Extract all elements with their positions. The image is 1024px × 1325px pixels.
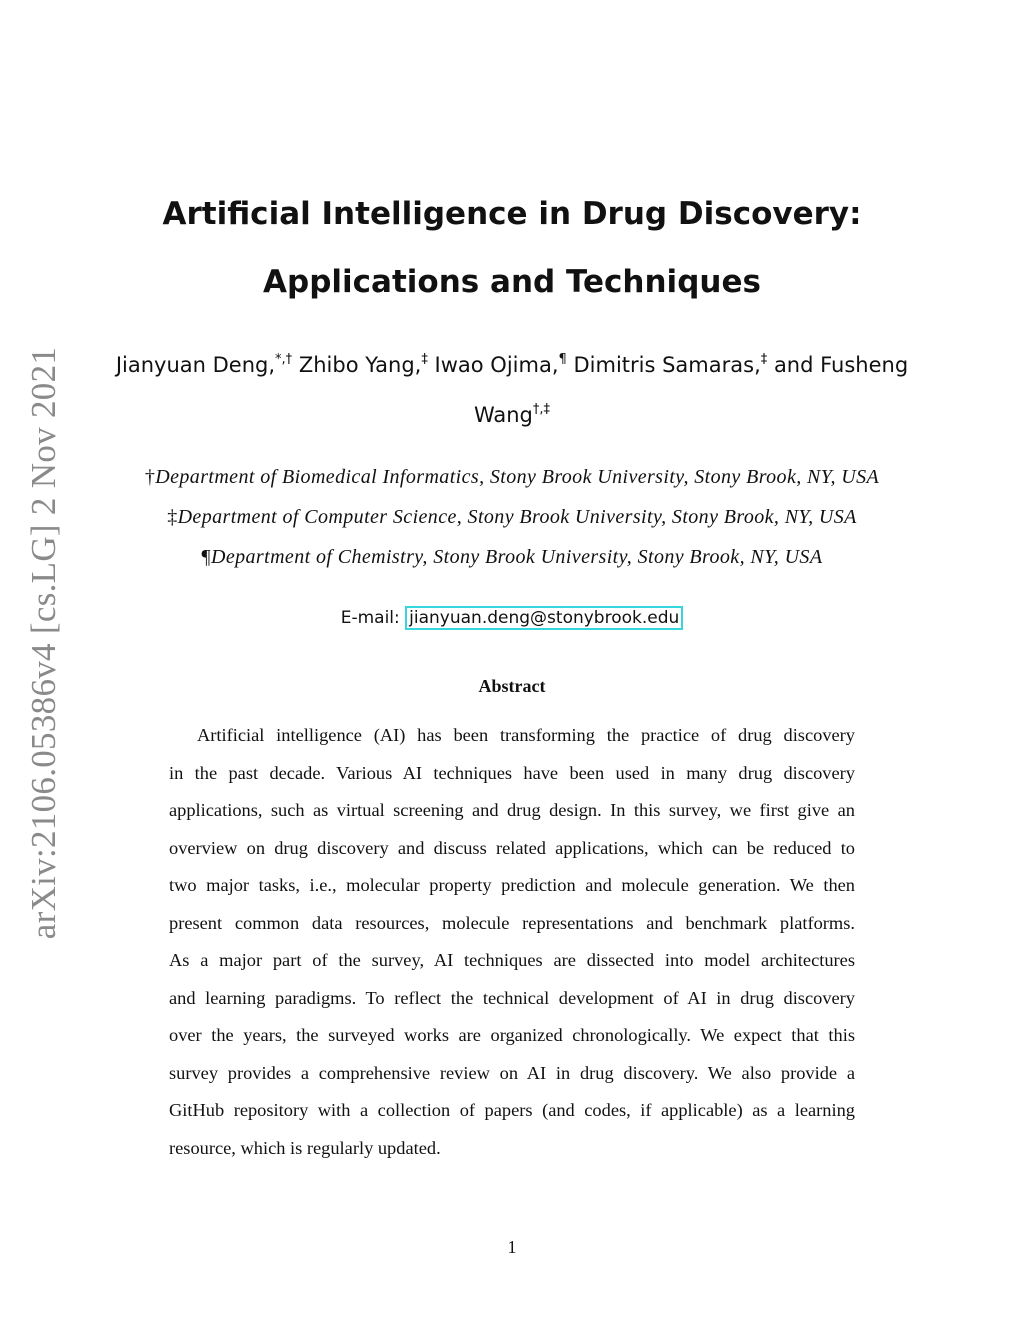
author-name: Dimitris Samaras, bbox=[573, 353, 761, 377]
author-affiliation-marks: ¶ bbox=[558, 352, 567, 367]
abstract-line: survey provides a comprehensive review on AI in drug discovery. We also provide a bbox=[169, 1062, 855, 1083]
affiliation-mark: ‡ bbox=[167, 506, 178, 528]
author-list-line-1 bbox=[0, 353, 1024, 377]
affiliation-text: Department of Chemistry, Stony Brook University, Stony Brook, NY, USA bbox=[211, 546, 823, 568]
contact-email bbox=[0, 606, 1024, 630]
abstract-body bbox=[169, 717, 855, 1167]
author-name: Iwao Ojima, bbox=[434, 353, 559, 377]
abstract-line: GitHub repository with a collection of papers (and codes, if applicable) as a learning bbox=[169, 1100, 855, 1120]
paper-title-line-1: Artificial Intelligence in Drug Discovery: bbox=[162, 196, 862, 232]
abstract-line: in the past decade. Various AI techniques have been used in many drug discovery bbox=[169, 762, 855, 783]
abstract-line: and learning paradigms. To reflect the technical development of AI in drug discovery bbox=[169, 987, 855, 1008]
abstract-line: present common data resources, molecule representations and benchmark platforms. bbox=[169, 912, 855, 933]
author-name: Wang bbox=[473, 403, 533, 427]
abstract-line: applications, such as virtual screening and drug design. In this survey, we first give an bbox=[169, 800, 855, 820]
author-affiliation-marks: *,† bbox=[275, 352, 293, 367]
affiliation-line bbox=[0, 466, 1024, 489]
author-list-line-2 bbox=[0, 403, 1024, 427]
abstract-line: As a major part of the survey, AI techniques are dissected into model architectures bbox=[169, 950, 855, 970]
email-label: E-mail: bbox=[340, 608, 400, 628]
affiliation-line bbox=[0, 546, 1024, 569]
abstract-line: two major tasks, i.e., molecular property prediction and molecule generation. We then bbox=[169, 875, 855, 895]
email-link[interactable]: jianyuan.deng@stonybrook.edu bbox=[405, 606, 683, 630]
abstract-line: resource, which is regularly updated. bbox=[169, 1137, 441, 1158]
affiliation-text: Department of Computer Science, Stony Brook University, Stony Brook, NY, USA bbox=[177, 506, 857, 528]
abstract-line: Artificial intelligence (AI) has been transforming the practice of drug discovery bbox=[197, 725, 855, 745]
abstract-line: overview on drug discovery and discuss related applications, which can be reduced to bbox=[169, 837, 855, 858]
paper-title-line-2: Applications and Techniques bbox=[263, 264, 761, 300]
affiliation-text: Department of Biomedical Informatics, Stony Brook University, Stony Brook, NY, USA bbox=[155, 466, 880, 488]
page-number: 1 bbox=[507, 1237, 517, 1257]
author-name: Zhibo Yang, bbox=[298, 353, 422, 377]
author-affiliation-marks: †,‡ bbox=[532, 402, 551, 417]
affiliation-mark: ¶ bbox=[201, 546, 212, 568]
abstract-heading: Abstract bbox=[478, 676, 546, 696]
affiliation-mark: † bbox=[144, 466, 156, 488]
author-affiliation-marks: ‡ bbox=[760, 352, 768, 367]
author-affiliation-marks: ‡ bbox=[421, 352, 428, 367]
arxiv-identifier-stamp: arXiv:2106.05386v4 [cs.LG] 2 Nov 2021 bbox=[24, 346, 63, 940]
author-connector: and Fusheng bbox=[773, 353, 909, 377]
abstract-line: over the years, the surveyed works are organized chronologically. We expect that this bbox=[169, 1025, 855, 1045]
author-name: Jianyuan Deng, bbox=[115, 353, 276, 377]
affiliation-line bbox=[0, 506, 1024, 529]
